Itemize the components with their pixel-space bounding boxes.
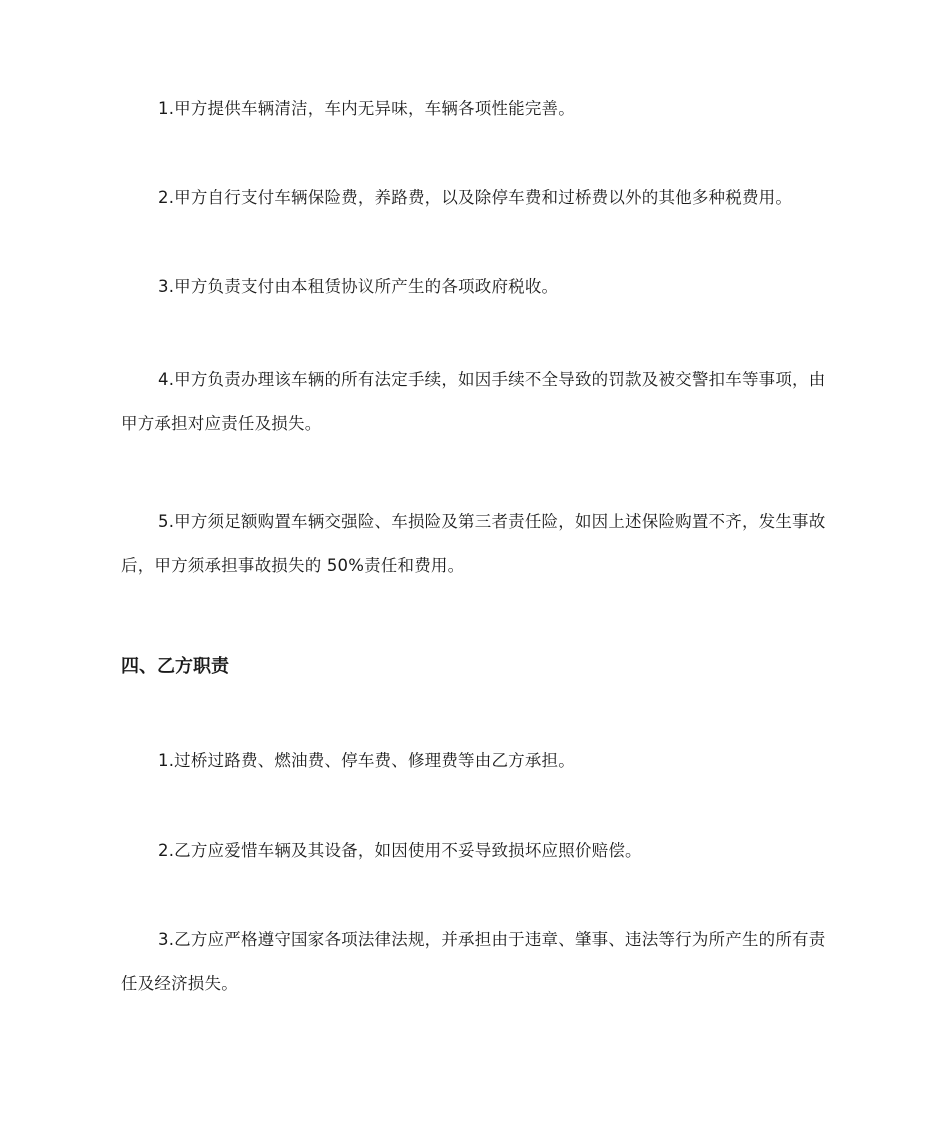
clause-party-b-1: 1.过桥过路费、燃油费、停车费、修理费等由乙方承担。 bbox=[158, 751, 575, 770]
clause-party-a-2: 2.甲方自行支付车辆保险费，养路费，以及除停车费和过桥费以外的其他多种税费用。 bbox=[158, 188, 793, 207]
section-heading-party-b: 四、乙方职责 bbox=[121, 656, 229, 677]
clause-party-b-3: 3.乙方应严格遵守国家各项法律法规，并承担由于违章、肇事、违法等行为所产生的所有责任及经济损失。 bbox=[121, 930, 826, 993]
clause-party-a-3: 3.甲方负责支付由本租赁协议所产生的各项政府税收。 bbox=[158, 277, 559, 296]
clause-party-a-4: 4.甲方负责办理该车辆的所有法定手续，如因手续不全导致的罚款及被交警扣车等事项，由甲方承担对应责任及损失。 bbox=[121, 370, 826, 433]
clause-party-b-2: 2.乙方应爱惜车辆及其设备，如因使用不妥导致损坏应照价赔偿。 bbox=[158, 841, 642, 860]
clause-party-a-1: 1.甲方提供车辆清洁，车内无异味，车辆各项性能完善。 bbox=[158, 99, 575, 118]
clause-party-a-5: 5.甲方须足额购置车辆交强险、车损险及第三者责任险，如因上述保险购置不齐，发生事故后，甲方须承担事故损失的 50%责任和费用。 bbox=[121, 512, 826, 575]
